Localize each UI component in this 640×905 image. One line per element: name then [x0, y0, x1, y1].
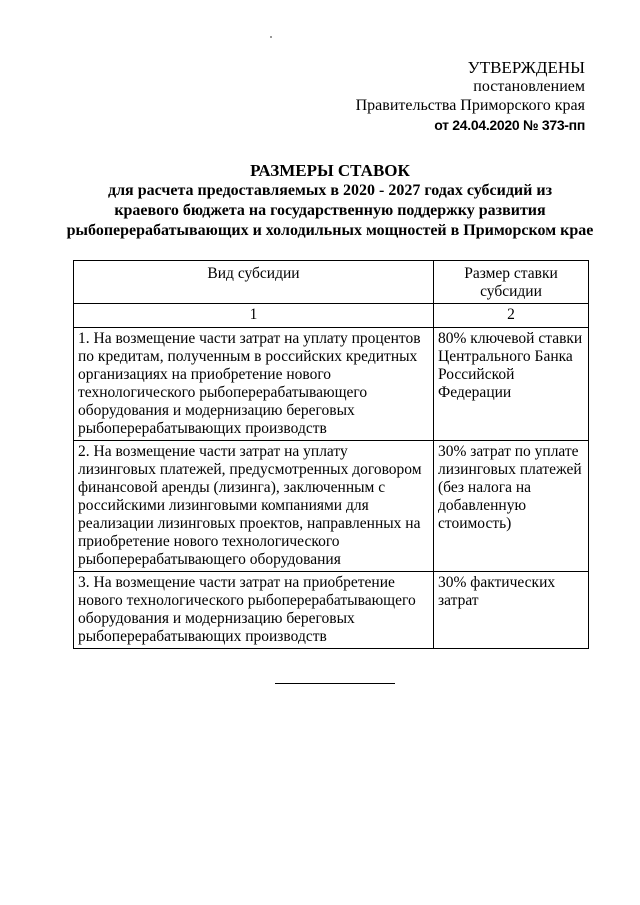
column-number-2: 2: [434, 304, 589, 328]
header-rate: Размер ставки субсидии: [434, 261, 589, 304]
rates-table: [73, 260, 589, 649]
scan-speck: [270, 36, 272, 38]
approval-date-number: от 24.04.2020 № 373-пп: [434, 117, 585, 133]
table-number-row: [74, 304, 589, 328]
column-number-1: 1: [74, 304, 434, 328]
title-line-2: краевого бюджета на государственную поддержку развития: [114, 202, 546, 219]
table-row: [74, 328, 589, 441]
row-3-rate: 30% фактических затрат: [434, 572, 589, 649]
approval-government: Правительства Приморского края: [355, 97, 585, 114]
approval-word: УТВЕРЖДЕНЫ: [467, 58, 585, 77]
table-header-row: [74, 261, 589, 304]
row-3-kind: 3. На возмещение части затрат на приобретение нового технологического рыбоперерабатывающего оборудования и модернизацию береговых рыбоперерабатывающих производств: [74, 572, 434, 649]
row-2-kind: 2. На возмещение части затрат на уплату лизинговых платежей, предусмотренных договором финансовой аренды (лизинга), заключенным с российскими лизинговыми компаниями для реализации лизинговых проектов, направленных на приобретение нового технологического рыбоперерабатывающего оборудования: [74, 441, 434, 572]
title-line-1: для расчета предоставляемых в 2020 - 2027 годах субсидий из: [107, 182, 553, 199]
title-line-3: рыбоперерабатывающих и холодильных мощностей в Приморском крае: [66, 222, 594, 239]
closing-line: [275, 683, 395, 684]
title-main: РАЗМЕРЫ СТАВОК: [250, 161, 410, 180]
row-2-rate: 30% затрат по уплате лизинговых платежей (без налога на добавленную стоимость): [434, 441, 589, 572]
row-1-rate: 80% ключевой ставки Центрального Банка Российской Федерации: [434, 328, 589, 441]
approval-block: [0, 58, 585, 135]
row-1-kind: 1. На возмещение части затрат на уплату процентов по кредитам, полученным в российских кредитных организациях на приобретение нового технологического рыбоперерабатывающего оборудования и модернизацию береговых рыбоперерабатывающих производств: [74, 328, 434, 441]
table-row: [74, 441, 589, 572]
table-row: [74, 572, 589, 649]
document-title: [60, 161, 600, 241]
header-kind: Вид субсидии: [74, 261, 434, 304]
approval-resolution: постановлением: [473, 78, 585, 95]
